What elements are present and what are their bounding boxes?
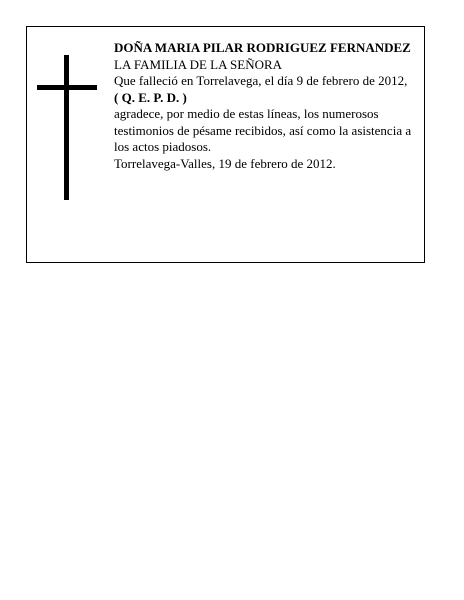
qepd-line: ( Q. E. P. D. ) [114,89,187,105]
cross-horizontal-bar [37,85,97,90]
deceased-name: DOÑA MARIA PILAR RODRIGUEZ FERNANDEZ [114,40,411,55]
obituary-notice [26,26,425,263]
family-line: LA FAMILIA DE LA SEÑORA [114,56,283,72]
cross-vertical-bar [64,55,69,200]
notice-text [114,40,419,172]
cross-icon [37,55,97,200]
death-line: Que falleció en Torrelavega, el día 9 de febrero de 2012, [114,73,408,88]
place-date-line: Torrelavega-Valles, 19 de febrero de 2012. [114,155,336,171]
thanks-line: agradece, por medio de estas líneas, los numerosos testimonios de pésame recibidos, así como la asistencia a los actos piadosos. [114,106,412,154]
